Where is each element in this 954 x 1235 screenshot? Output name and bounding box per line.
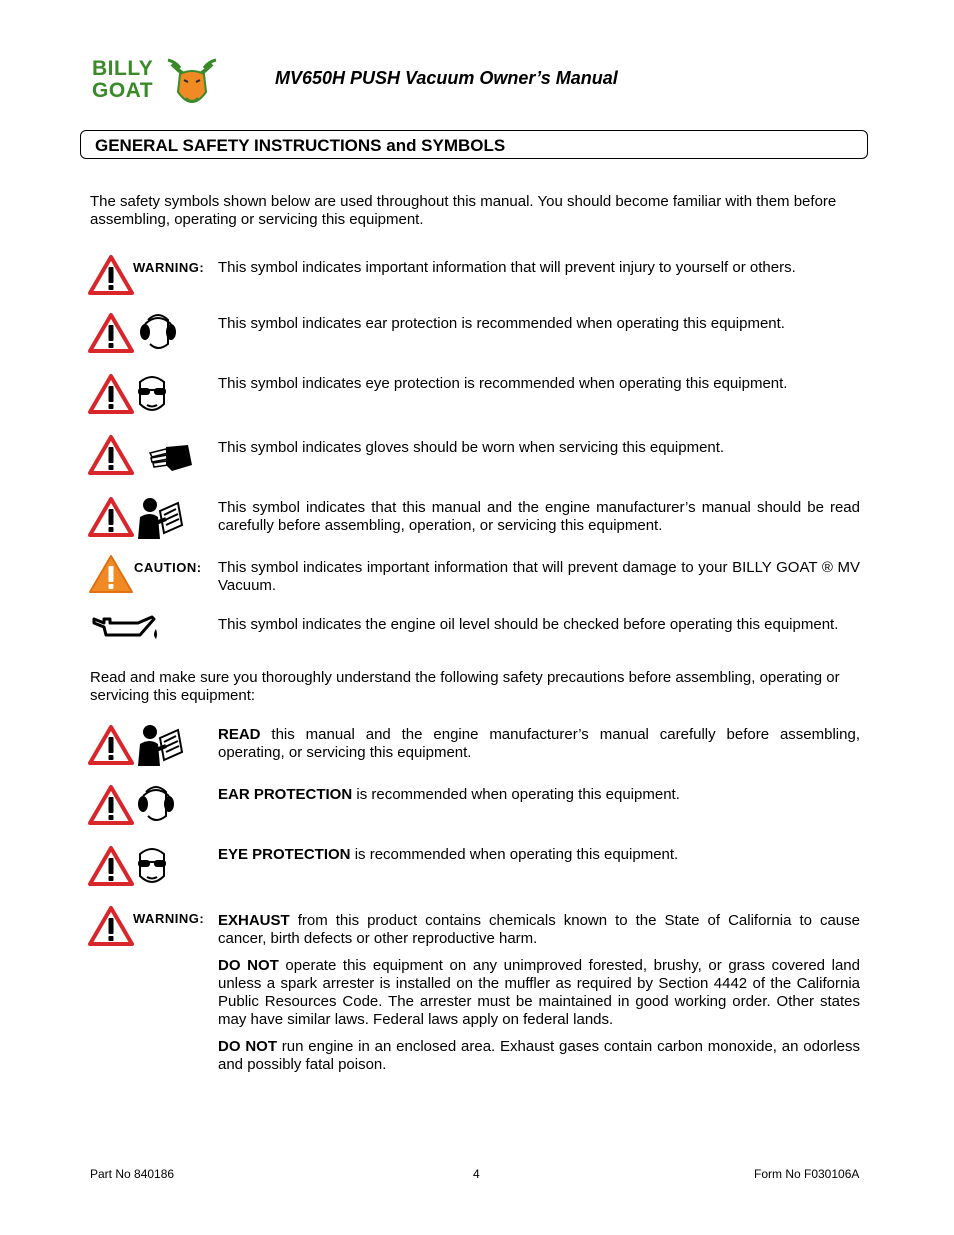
warning-triangle-icon bbox=[88, 905, 134, 947]
symbol-description: This symbol indicates that this manual and the engine manufacturer’s manual should be read carefully before assembling, operation, or servicing this equipment. bbox=[218, 499, 860, 534]
precaution-enclosed-area bbox=[218, 1038, 860, 1074]
symbol-description: This symbol indicates gloves should be worn when servicing this equipment. bbox=[218, 439, 725, 456]
warning-triangle-icon bbox=[88, 312, 134, 354]
oil-can-icon bbox=[92, 613, 162, 643]
goat-head-icon bbox=[166, 58, 218, 112]
caution-text: This symbol indicates important information that will prevent damage to your BILLY GOAT ® MV Vacuum. bbox=[218, 559, 860, 594]
warning-label: WARNING: bbox=[133, 911, 205, 926]
warning-triangle-icon bbox=[88, 724, 134, 766]
precaution-text: run engine in an enclosed area. Exhaust gases contain carbon monoxide, an odorless and possibly fatal poison. bbox=[218, 1038, 860, 1073]
warning-triangle-icon bbox=[88, 784, 134, 826]
warning-triangle-icon bbox=[88, 845, 134, 887]
precaution-keyword: READ bbox=[218, 726, 261, 743]
section-header-box bbox=[80, 130, 868, 159]
precaution-read bbox=[218, 726, 860, 762]
ear-protection-icon bbox=[138, 310, 178, 354]
precaution-text: is recommended when operating this equipment. bbox=[350, 846, 679, 863]
precaution-keyword: DO NOT bbox=[218, 1038, 277, 1055]
section-title: GENERAL SAFETY INSTRUCTIONS and SYMBOLS bbox=[95, 136, 506, 155]
precaution-keyword: EAR PROTECTION bbox=[218, 786, 353, 803]
precaution-keyword: EYE PROTECTION bbox=[218, 846, 351, 863]
logo-text bbox=[92, 58, 153, 102]
precaution-exhaust bbox=[218, 912, 860, 948]
precaution-ear bbox=[218, 786, 860, 804]
precaution-spark-arrester bbox=[218, 957, 860, 1029]
symbol-description: This symbol indicates ear protection is recommended when operating this equipment. bbox=[218, 315, 785, 332]
precautions-intro: Read and make sure you thoroughly understand the following safety precautions before assembling, operating or servicing this equipment: bbox=[90, 669, 840, 704]
precaution-text: this manual and the engine manufacturer’s manual carefully before assembling, operating, or servicing this equipment. bbox=[218, 726, 860, 761]
warning-triangle-icon bbox=[88, 254, 134, 296]
precaution-text: from this product contains chemicals known to the State of California to cause cancer, birth defects or other reproductive harm. bbox=[218, 912, 860, 947]
billy-goat-logo bbox=[92, 58, 218, 112]
intro-paragraph: The safety symbols shown below are used throughout this manual. You should become familiar with them before assembling, operating or servicing this equipment. bbox=[90, 193, 837, 228]
precaution-keyword: DO NOT bbox=[218, 957, 279, 974]
logo-line1: BILLY bbox=[92, 57, 154, 80]
precaution-eye bbox=[218, 846, 860, 864]
ear-protection-icon bbox=[136, 782, 176, 826]
warning-triangle-icon bbox=[88, 373, 134, 415]
warning-label: WARNING: bbox=[133, 260, 205, 275]
precaution-keyword: EXHAUST bbox=[218, 912, 290, 929]
footer-form-no: Form No F030106A bbox=[754, 1167, 860, 1181]
warning-triangle-icon bbox=[88, 496, 134, 538]
warning-triangle-icon bbox=[88, 434, 134, 476]
symbol-description: This symbol indicates important information that will prevent injury to yourself or others. bbox=[218, 259, 796, 276]
logo-line2: GOAT bbox=[92, 79, 154, 102]
footer-page-number: 4 bbox=[473, 1167, 480, 1181]
symbol-description: This symbol indicates eye protection is recommended when operating this equipment. bbox=[218, 375, 788, 392]
precaution-text: operate this equipment on any unimproved forested, brushy, or grass covered land unless a spark arrester is installed on the muffler as required by Section 4442 of the California Public Resources Code. The arrester must be maintained in good working order. Other states may have similar laws. Federal laws apply on federal lands. bbox=[218, 957, 860, 1028]
precaution-text: is recommended when operating this equipment. bbox=[352, 786, 680, 803]
caution-label: CAUTION: bbox=[134, 560, 202, 575]
symbol-description bbox=[218, 559, 860, 595]
symbol-description: This symbol indicates the engine oil level should be checked before operating this equipment. bbox=[218, 616, 839, 633]
eye-protection-icon bbox=[132, 844, 172, 888]
footer-part-no: Part No 840186 bbox=[90, 1167, 175, 1181]
caution-triangle-icon bbox=[88, 553, 134, 595]
document-title: MV650H PUSH Vacuum Owner’s Manual bbox=[275, 68, 618, 88]
read-manual-icon bbox=[136, 497, 186, 541]
eye-protection-icon bbox=[132, 372, 172, 416]
read-manual-icon bbox=[136, 724, 186, 768]
glove-icon bbox=[148, 443, 194, 473]
